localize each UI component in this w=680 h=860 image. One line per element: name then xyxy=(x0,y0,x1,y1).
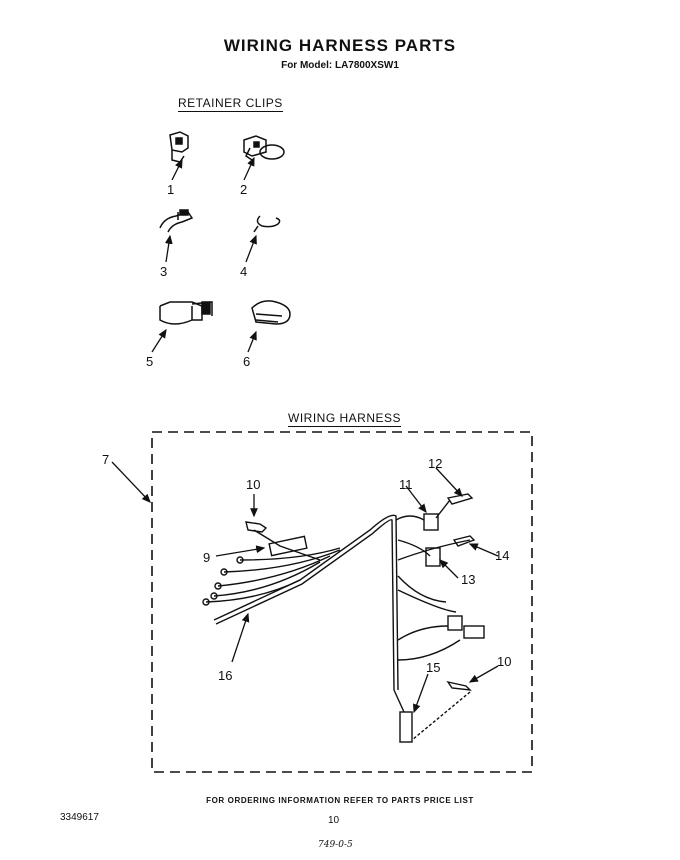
wiring-harness-heading: WIRING HARNESS xyxy=(288,411,402,425)
clip-1-drawing xyxy=(170,132,188,162)
callout-10-upper: 10 xyxy=(246,477,261,492)
clip-2-drawing xyxy=(244,136,284,160)
clip-5-drawing xyxy=(160,302,212,324)
clip-4-drawing xyxy=(254,216,280,232)
callout-10-lower: 10 xyxy=(497,654,512,669)
ordering-note: FOR ORDERING INFORMATION REFER TO PARTS PRICE LIST xyxy=(206,796,474,805)
model-subtitle: For Model: LA7800XSW1 xyxy=(281,60,399,71)
callout-4: 4 xyxy=(240,264,248,279)
handwritten-note: 749-0-5 xyxy=(318,840,353,850)
retainer-clips-heading: RETAINER CLIPS xyxy=(178,96,283,110)
document-number: 3349617 xyxy=(60,812,99,823)
callout-13: 13 xyxy=(461,572,476,587)
clip-3-drawing xyxy=(160,210,192,232)
page-number: 10 xyxy=(328,815,340,826)
callout-5: 5 xyxy=(146,354,154,369)
callout-16: 16 xyxy=(218,668,233,683)
callout-9: 9 xyxy=(203,550,211,565)
page-title: WIRING HARNESS PARTS xyxy=(223,36,457,55)
callout-7: 7 xyxy=(102,452,110,467)
callout-2: 2 xyxy=(240,182,248,197)
callout-12: 12 xyxy=(428,456,443,471)
callout-15: 15 xyxy=(426,660,441,675)
callout-6: 6 xyxy=(243,354,251,369)
callout-14: 14 xyxy=(495,548,510,563)
clip-6-drawing xyxy=(252,301,290,324)
callout-11: 11 xyxy=(399,477,413,492)
callout-1: 1 xyxy=(167,182,175,197)
wiring-harness-drawing xyxy=(203,494,484,742)
callout-3: 3 xyxy=(160,264,168,279)
